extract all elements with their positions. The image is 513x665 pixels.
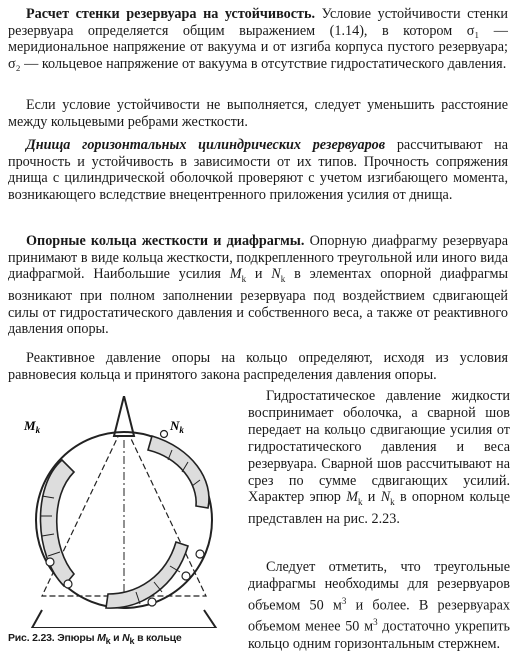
text-and: и [246, 266, 272, 283]
figure-label-n-sub: k [179, 425, 184, 435]
paragraph-reactive-pressure: Реактивное давление опоры на кольцо определяют, исходя из условия равновесия кольца и принятого закона распределения давления опоры. [8, 350, 508, 383]
figure-caption [8, 632, 243, 646]
symbol-m-sub: k [241, 274, 247, 285]
caption-symbol-n-sub: k [129, 636, 135, 647]
paragraph-triangular-diaphragms [248, 559, 510, 653]
text-triangular-a: Следует отметить, что треугольные диафрагмы необходимы для резервуаров объемом 50 м [248, 559, 510, 614]
figure-ring-diagram [2, 396, 240, 628]
text-wall-stability: Условие устойчивости стенки резервуара определяется общим выражением (1.14), в котором σ₁ — меридиональное напряжение от вакуума и от изгиба корпуса пустого резервуара; σ₂ — кольцевое напряжение от вакуума в отсутствие гидростатического давления. [8, 6, 508, 73]
paragraph-wall-stability [8, 6, 508, 73]
symbol-n-sub: k [390, 497, 395, 508]
text-and: и [362, 489, 381, 506]
heading-support-rings: Опорные кольца жесткости и диафрагмы. [26, 233, 305, 249]
text-support-rings-b: в элементах опорной диафрагмы возникают при полном заполнении резервуара под воздействием сдвигающей силы от гидростатического давления и собственного веса, а также от реактивного давления опоры. [8, 266, 509, 338]
text-bottoms: рассчитывают на прочность и устойчивость в зависимости от их типов. Прочность сопряжения днища с цилиндрической оболочкой проверяют с учетом изгибающего момента, возникающего вследствие внецентренного приложения усилия от днища. [8, 137, 508, 204]
paragraph-hydrostatic [248, 388, 510, 528]
figure-label-m-sub: k [35, 425, 41, 435]
paragraph-stiffener-spacing: Если условие устойчивости не выполняется, следует уменьшить расстояние между кольцевыми ребрами жесткости. [8, 97, 508, 130]
superscript-3: 3 [341, 595, 347, 606]
heading-bottoms: Днища горизонтальных цилиндрических резервуаров [26, 137, 386, 153]
symbol-n-sub: k [280, 274, 286, 285]
symbol-n: N [380, 489, 391, 506]
superscript-3: 3 [373, 617, 378, 628]
text-triangular-c: достаточно укрепить кольцо одним горизонтальным стержнем. [248, 619, 510, 653]
heading-wall-stability: Расчет стенки резервуара на устойчивость. [26, 6, 316, 22]
figure-label-n: N [170, 418, 180, 433]
svg-text:Nk [169, 418, 184, 435]
symbol-n: N [271, 266, 281, 283]
caption-and: и [110, 632, 123, 644]
text-hydrostatic-b: в опорном кольце представлен на рис. 2.23. [248, 489, 510, 528]
paragraph-support-rings [8, 233, 508, 338]
caption-text-b: в кольце [134, 632, 182, 644]
svg-text:Mk [23, 418, 41, 435]
caption-symbol-m: M [97, 632, 106, 644]
symbol-m: M [229, 266, 242, 283]
text-support-rings-a: Опорную диафрагму резервуара принимают в виде кольца жесткости, подкрепленного треугольной или иного вида диафрагмой. Наибольшие усилия [8, 233, 508, 283]
caption-symbol-m-sub: k [105, 636, 111, 647]
text-hydrostatic-a: Гидростатическое давление жидкости воспринимает оболочка, а сварной шов передает на кольцо сдвигающие усилия от гидростатического давления и веса резервуара. Сварной шов рассчитывают на срез по сумме сдвигающих усилий. Характер эпюр [248, 388, 510, 506]
symbol-m: M [346, 489, 359, 506]
symbol-m-sub: k [358, 497, 363, 508]
caption-symbol-n: N [122, 632, 130, 644]
caption-text-a: Рис. 2.23. Эпюры [8, 632, 98, 644]
figure-label-m: M [24, 418, 36, 433]
paragraph-bottoms [8, 137, 508, 204]
text-triangular-b: и более. В резервуарах объемом менее 50 м [248, 597, 510, 636]
